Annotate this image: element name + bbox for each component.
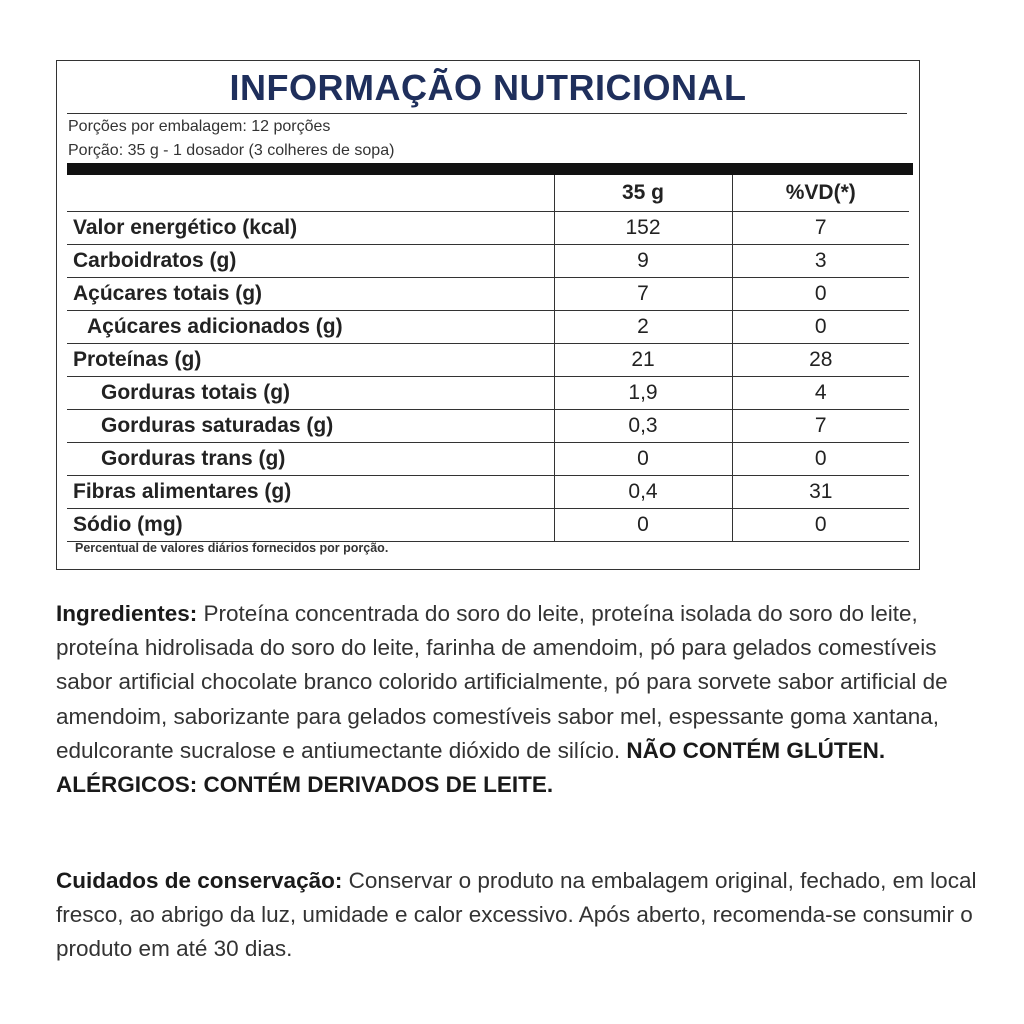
- ingredients-heading: Ingredientes:: [56, 601, 198, 626]
- nutrition-title: INFORMAÇÃO NUTRICIONAL: [229, 67, 747, 108]
- ingredients-text: Proteína concentrada do soro do leite, proteína isolada do soro do leite, proteína hidrolisada do soro do leite, farinha de amendoim, pó para gelados comestíveis sabor artificial chocolate branco colorido artificialmente, pó para sorvete sabor artificial de amendoim, saborizante para gelados comestíveis sabor mel, espessante goma xantana, edulcorante sucralose e antiumectante dióxido de silício.: [56, 601, 948, 763]
- nutrient-label: Carboidratos (g): [67, 245, 554, 278]
- nutrition-table: [67, 175, 909, 542]
- table-row: [67, 410, 909, 443]
- nutrient-dv: 7: [732, 212, 909, 245]
- nutrient-dv: 3: [732, 245, 909, 278]
- table-row: [67, 443, 909, 476]
- nutrient-label: Gorduras saturadas (g): [67, 410, 554, 443]
- title-divider: [67, 113, 907, 114]
- nutrient-amount: 0,4: [554, 476, 732, 509]
- nutrient-amount: 21: [554, 344, 732, 377]
- nutrient-label: Sódio (mg): [67, 509, 554, 542]
- ingredients-paragraph: [56, 597, 986, 802]
- nutrient-dv: 7: [732, 410, 909, 443]
- allergen-warning: NÃO CONTÉM GLÚTEN. ALÉRGICOS: CONTÉM DERIVADOS DE LEITE.: [56, 737, 886, 798]
- storage-text: Conservar o produto na embalagem original, fechado, em local fresco, ao abrigo da luz, umidade e calor excessivo. Após aberto, recomenda-se consumir o produto em até 30 dias.: [56, 868, 977, 962]
- header-label-column: [67, 175, 554, 212]
- nutrient-amount: 9: [554, 245, 732, 278]
- nutrient-label: Açúcares totais (g): [67, 278, 554, 311]
- thick-divider: [67, 163, 913, 175]
- table-row: [67, 344, 909, 377]
- nutrient-amount: 0: [554, 509, 732, 542]
- nutrient-amount: 152: [554, 212, 732, 245]
- nutrient-amount: 2: [554, 311, 732, 344]
- nutrient-label: Açúcares adicionados (g): [67, 311, 554, 344]
- storage-paragraph: [56, 864, 986, 967]
- nutrient-amount: 7: [554, 278, 732, 311]
- header-amount-column: 35 g: [554, 175, 732, 212]
- table-row: [67, 245, 909, 278]
- nutrient-dv: 31: [732, 476, 909, 509]
- nutrient-dv: 28: [732, 344, 909, 377]
- table-row: [67, 278, 909, 311]
- table-row: [67, 212, 909, 245]
- table-row: [67, 377, 909, 410]
- nutrient-amount: 0,3: [554, 410, 732, 443]
- table-row: [67, 476, 909, 509]
- nutrition-facts-panel: [56, 60, 920, 570]
- dv-footnote: Percentual de valores diários fornecidos por porção.: [75, 541, 389, 555]
- nutrient-dv: 4: [732, 377, 909, 410]
- table-row: [67, 311, 909, 344]
- table-header-row: [67, 175, 909, 212]
- nutrient-dv: 0: [732, 509, 909, 542]
- nutrient-amount: 1,9: [554, 377, 732, 410]
- nutrient-amount: 0: [554, 443, 732, 476]
- serving-size: Porção: 35 g - 1 dosador (3 colheres de sopa): [68, 142, 395, 159]
- nutrient-label: Gorduras totais (g): [67, 377, 554, 410]
- nutrient-dv: 0: [732, 278, 909, 311]
- servings-per-package: Porções por embalagem: 12 porções: [68, 118, 331, 135]
- header-dv-column: %VD(*): [732, 175, 909, 212]
- table-row: [67, 509, 909, 542]
- nutrient-label: Gorduras trans (g): [67, 443, 554, 476]
- nutrient-dv: 0: [732, 311, 909, 344]
- nutrient-label: Proteínas (g): [67, 344, 554, 377]
- nutrient-label: Valor energético (kcal): [67, 212, 554, 245]
- nutrient-dv: 0: [732, 443, 909, 476]
- nutrient-label: Fibras alimentares (g): [67, 476, 554, 509]
- storage-heading: Cuidados de conservação:: [56, 868, 343, 893]
